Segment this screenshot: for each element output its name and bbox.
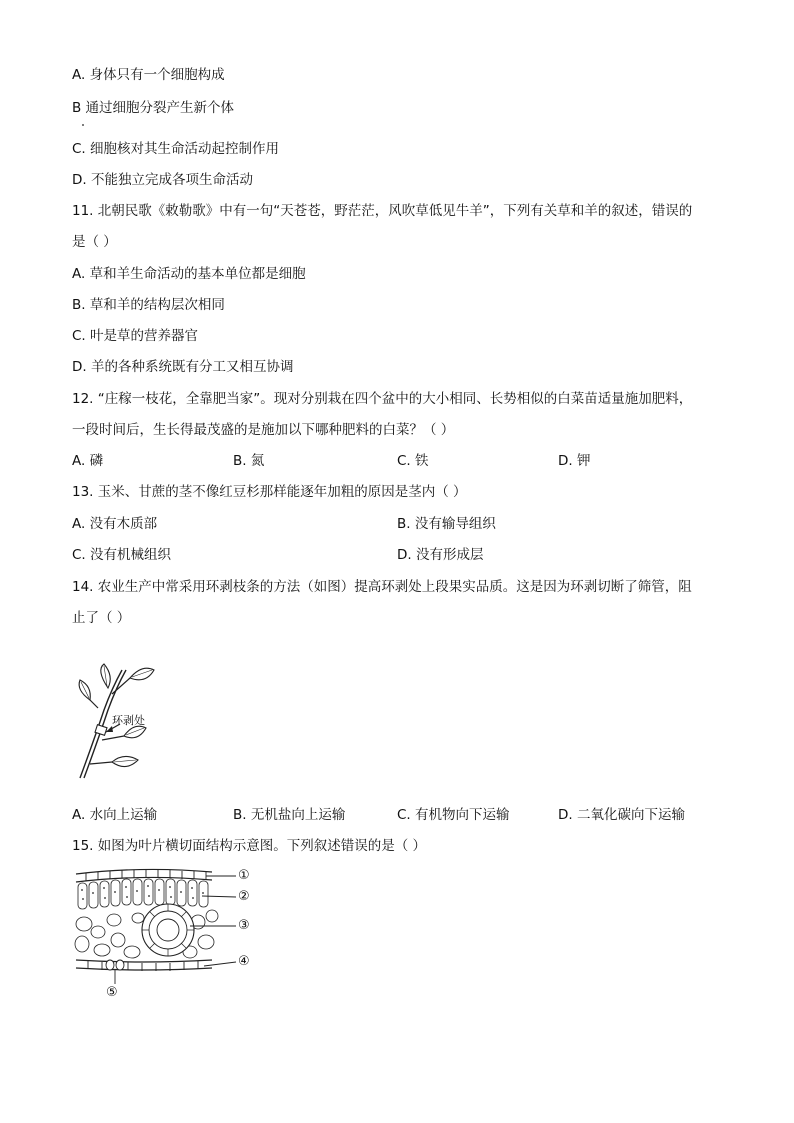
leaf-label-3: ③ <box>238 918 250 933</box>
leaf-label-4: ④ <box>238 954 250 969</box>
leaf-label-2: ② <box>238 889 250 904</box>
q12-stem-line2: 一段时间后，生长得最茂盛的是施加以下哪种肥料的白菜？（ ） <box>72 422 455 438</box>
q10-option-c: C. 细胞核对其生命活动起控制作用 <box>72 141 280 157</box>
q12-option-d: D. 钾 <box>558 453 591 469</box>
q10-option-b: B 通过细胞分裂产生新个体 <box>72 100 235 116</box>
q13-option-b: B. 没有输导组织 <box>397 516 496 532</box>
q10-option-a: A. 身体只有一个细胞构成 <box>72 67 225 83</box>
q11-stem-line2: 是（ ） <box>72 234 117 250</box>
girdle-label: 环剥处 <box>112 714 145 727</box>
q11-stem-line1: 11. 北朝民歌《敕勒歌》中有一句“天苍苍，野茫茫，风吹草低见牛羊”，下列有关草和羊的叙述，错误的 <box>72 203 693 219</box>
leaf-cross-section-figure <box>72 866 257 1001</box>
q15-stem: 15. 如图为叶片横切面结构示意图。下列叙述错误的是（ ） <box>72 838 427 854</box>
q13-option-c: C. 没有机械组织 <box>72 547 172 563</box>
q10-option-d: D. 不能独立完成各项生命活动 <box>72 172 253 188</box>
q11-option-c: C. 叶是草的营养器官 <box>72 328 199 344</box>
q13-option-a: A. 没有木质部 <box>72 516 158 532</box>
q11-option-a: A. 草和羊生命活动的基本单位都是细胞 <box>72 266 306 282</box>
q12-option-a: A. 磷 <box>72 453 104 469</box>
q13-stem: 13. 玉米、甘蔗的茎不像红豆杉那样能逐年加粗的原因是茎内（ ） <box>72 484 467 500</box>
q14-stem-line1: 14. 农业生产中常采用环剥枝条的方法（如图）提高环剥处上段果实品质。这是因为环剥切断了筛管，阻 <box>72 579 692 595</box>
q14-option-c: C. 有机物向下运输 <box>397 807 510 823</box>
q14-option-d: D. 二氧化碳向下运输 <box>558 807 685 823</box>
q12-stem-line1: 12. “庄稼一枝花，全靠肥当家”。现对分别栽在四个盆中的大小相同、长势相似的白菜苗适量施加肥料， <box>72 391 693 407</box>
q14-stem-line2: 止了（ ） <box>72 610 131 626</box>
q12-option-c: C. 铁 <box>397 453 429 469</box>
scan-speck <box>82 124 84 126</box>
q14-option-b: B. 无机盐向上运输 <box>233 807 346 823</box>
q12-option-b: B. 氮 <box>233 453 265 469</box>
leaf-label-5: ⑤ <box>106 985 118 1000</box>
leaf-label-1: ① <box>238 868 250 883</box>
q11-option-b: B. 草和羊的结构层次相同 <box>72 297 225 313</box>
q11-option-d: D. 羊的各种系统既有分工又相互协调 <box>72 359 294 375</box>
q13-option-d: D. 没有形成层 <box>397 547 484 563</box>
q14-option-a: A. 水向上运输 <box>72 807 158 823</box>
